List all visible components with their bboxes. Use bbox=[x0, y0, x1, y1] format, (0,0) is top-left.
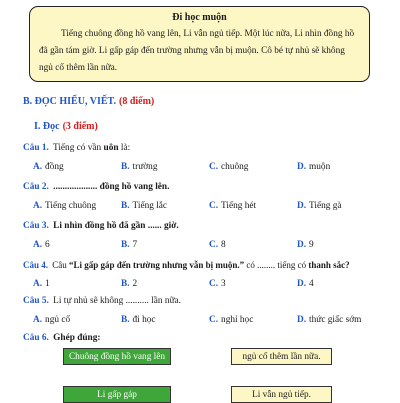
q4-option-c[interactable] bbox=[209, 279, 226, 289]
option-text: Tiếng lắc bbox=[132, 201, 168, 211]
question-2 bbox=[23, 182, 169, 192]
match-left-2[interactable]: Li gấp gáp bbox=[63, 386, 171, 403]
question-text: Câu bbox=[50, 260, 70, 270]
option-text: 8 bbox=[221, 240, 226, 250]
q1-option-d[interactable] bbox=[297, 162, 330, 172]
option-text: 3 bbox=[221, 279, 226, 289]
q2-option-c[interactable] bbox=[209, 201, 256, 211]
q5-option-a[interactable] bbox=[33, 315, 70, 325]
q4-option-d[interactable] bbox=[297, 279, 314, 289]
section-i-label: I. Đọc bbox=[34, 121, 60, 132]
question-bold: uôn bbox=[103, 143, 119, 153]
q2-option-b[interactable] bbox=[121, 201, 167, 211]
q4-option-b[interactable] bbox=[121, 279, 137, 289]
question-bold: ................... đồng hồ vang lên. bbox=[53, 182, 170, 192]
option-text: đồng bbox=[45, 162, 64, 172]
section-i-score: (3 điểm) bbox=[62, 121, 98, 132]
match-right-1[interactable]: ngủ cố thêm lần nữa. bbox=[231, 348, 332, 365]
option-letter: A. bbox=[33, 162, 43, 172]
option-letter: B. bbox=[121, 162, 130, 172]
option-text: 1 bbox=[45, 279, 50, 289]
option-letter: C. bbox=[209, 315, 219, 325]
option-letter: D. bbox=[297, 201, 307, 211]
question-bold: Li nhìn đồng hồ đã gần ...... giờ. bbox=[53, 221, 179, 231]
story-title: Đi học muộn bbox=[172, 12, 227, 23]
option-text: chuông bbox=[221, 162, 249, 172]
option-letter: C. bbox=[209, 240, 219, 250]
option-text: đi học bbox=[132, 315, 156, 325]
option-text: ngủ cố bbox=[45, 315, 71, 325]
option-text: 2 bbox=[132, 279, 138, 289]
story-box bbox=[29, 6, 370, 82]
question-5 bbox=[23, 296, 181, 306]
section-b-heading bbox=[23, 96, 154, 107]
question-number: Câu 3. bbox=[23, 221, 49, 231]
question-bold-end: thanh sắc? bbox=[308, 260, 350, 270]
option-text: Tiếng hét bbox=[221, 201, 257, 211]
question-number: Câu 4. bbox=[23, 260, 49, 270]
q2-option-a[interactable] bbox=[33, 201, 96, 211]
q1-option-c[interactable] bbox=[209, 162, 248, 172]
section-b-label: B. ĐỌC HIỂU, VIẾT. bbox=[23, 96, 116, 107]
question-4 bbox=[23, 260, 350, 270]
section-b-score: (8 điểm) bbox=[118, 96, 155, 107]
question-number: Câu 1. bbox=[23, 143, 49, 153]
question-text: Tiếng có vần bbox=[50, 143, 104, 153]
option-text: 4 bbox=[309, 279, 314, 289]
question-text-mid: có ........ tiếng có bbox=[244, 260, 309, 270]
option-letter: D. bbox=[297, 279, 307, 289]
option-text: 9 bbox=[309, 240, 314, 250]
option-letter: A. bbox=[33, 279, 43, 289]
option-letter: D. bbox=[297, 240, 307, 250]
question-bold: Ghép đúng: bbox=[53, 333, 101, 343]
question-6 bbox=[23, 333, 100, 343]
option-letter: C. bbox=[209, 162, 219, 172]
option-letter: B. bbox=[121, 315, 130, 325]
option-letter: C. bbox=[209, 201, 219, 211]
question-3 bbox=[23, 221, 179, 231]
option-text: 7 bbox=[132, 240, 138, 250]
option-text: Tiếng gà bbox=[309, 201, 342, 211]
option-letter: D. bbox=[297, 315, 307, 325]
q1-option-a[interactable] bbox=[33, 162, 64, 172]
question-number: Câu 5. bbox=[23, 296, 49, 306]
q4-option-a[interactable] bbox=[33, 279, 50, 289]
q5-option-d[interactable] bbox=[297, 315, 361, 325]
option-text: thức giấc sớm bbox=[309, 315, 362, 325]
option-letter: B. bbox=[121, 240, 130, 250]
option-text: nghỉ học bbox=[221, 315, 254, 325]
question-number: Câu 2. bbox=[23, 182, 49, 192]
q2-option-d[interactable] bbox=[297, 201, 342, 211]
match-left-1[interactable]: Chuông đồng hồ vang lên bbox=[63, 348, 171, 365]
question-text-end: là: bbox=[118, 143, 131, 153]
option-letter: A. bbox=[33, 201, 43, 211]
match-right-2[interactable]: Li vẫn ngủ tiếp. bbox=[231, 386, 332, 403]
question-bold: “Li gấp gáp đến trường nhưng vẫn bị muộn.” bbox=[69, 260, 245, 270]
q3-option-c[interactable] bbox=[209, 240, 226, 250]
question-number: Câu 6. bbox=[23, 333, 49, 343]
option-letter: B. bbox=[121, 201, 130, 211]
question-text: Li tự nhủ sẽ không .......... lần nữa. bbox=[50, 296, 181, 306]
option-letter: A. bbox=[33, 240, 43, 250]
option-text: trường bbox=[132, 162, 158, 172]
q5-option-b[interactable] bbox=[121, 315, 156, 325]
story-text: Tiếng chuông đồng hồ vang lên, Li vẫn ngủ tiếp. Một lúc nữa, Li nhìn đồng hồ đã gần tám giờ. Li gấp gáp đến trường nhưng vẫn bị muộn. Cô bé tự nhủ sẽ không ngủ cố thêm lần nữa. bbox=[39, 29, 355, 73]
q3-option-d[interactable] bbox=[297, 240, 314, 250]
q3-option-b[interactable] bbox=[121, 240, 137, 250]
option-text: Tiếng chuông bbox=[45, 201, 97, 211]
option-text: muộn bbox=[309, 162, 331, 172]
q3-option-a[interactable] bbox=[33, 240, 50, 250]
q1-option-b[interactable] bbox=[121, 162, 157, 172]
q5-option-c[interactable] bbox=[209, 315, 253, 325]
option-letter: A. bbox=[33, 315, 43, 325]
section-i-heading bbox=[34, 121, 98, 132]
option-text: 6 bbox=[45, 240, 50, 250]
question-1 bbox=[23, 143, 130, 153]
option-letter: D. bbox=[297, 162, 307, 172]
option-letter: B. bbox=[121, 279, 130, 289]
option-letter: C. bbox=[209, 279, 219, 289]
